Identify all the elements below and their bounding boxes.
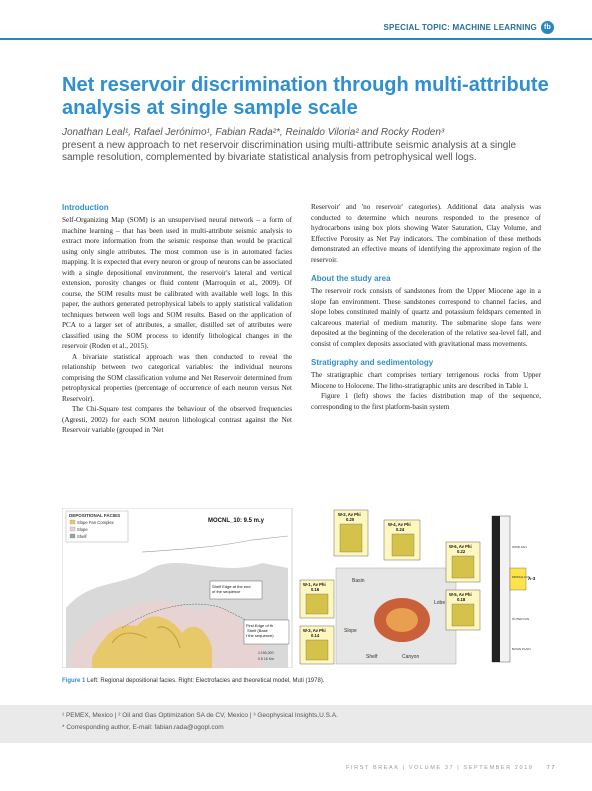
stratigraphy-heading: Stratigraphy and sedimentology <box>311 358 434 367</box>
model-label-a3: A-3 <box>528 576 536 581</box>
introduction-paragraph-3-continued: Reservoir' and 'no reservoir' categories). Additional data analysis was conducted to determine which neurons responded to the presence of hydrocarbons using box plots showing Water Saturation, Clay Volume, and Effective Porosity as Net Pay indicators. The combination of these methods demonstrated an effective means of identifying the approximate region of the reservoir. <box>311 203 541 264</box>
stratigraphy-paragraph-1: The stratigraphic chart comprises tertiary terrigenous rocks from Upper Miocene to Holocene. The litho-stratigraphic units are described in Table 1. <box>311 371 541 390</box>
page-footer <box>346 765 556 771</box>
figure-caption-label: Figure 1 <box>62 678 86 684</box>
column-label-wind-fan: WIND FAN <box>512 545 527 549</box>
well-w6-value: 0.22 <box>457 549 466 554</box>
well-w1-log <box>306 594 328 614</box>
study-area-paragraph: The reservoir rock consists of sandstones from the Upper Miocene age in a slope fan environment. These sandstones correspond to channel facies, and slope lobes constituted mainly of quartz and potassium feldspars cemented in calcareous material of medium maturity. The submarine slope fans were deposited at the beginning of the deceleration of the relative sea-level fall, and consist of complex deposits associated with gravitational mass movements. <box>311 287 541 348</box>
first-shelf-edge-label: First Edge of th Shelf (Base f the sequence) <box>246 623 274 638</box>
column-label-basin-plain: BASIN PLAIN <box>512 647 531 651</box>
model-label-basin: Basin <box>352 578 365 584</box>
legend-swatch-slope <box>70 527 75 531</box>
well-w2-name: W-2, Av Phi <box>338 512 361 517</box>
corresponding-author: * Corresponding author, E-mail: fabian.rada@ogopl.com <box>62 724 224 731</box>
special-topic-label: SPECIAL TOPIC: MACHINE LEARNING <box>383 23 537 32</box>
middle-fan-highlight <box>510 568 526 590</box>
well-w1-name: W-1, Av Phi <box>303 582 326 587</box>
well-w5-name: W-5, Av Phi <box>449 592 472 597</box>
study-area-heading: About the study area <box>311 274 391 283</box>
well-box-w1 <box>300 580 334 618</box>
legend-item-slope: Slope <box>77 527 88 532</box>
well-w6-log <box>452 556 474 578</box>
well-w5-value: 0.18 <box>457 597 466 602</box>
model-label: MOCNL_10: 9.5 m.y <box>208 518 265 524</box>
electrofacies-panel <box>300 508 540 668</box>
legend-item-shelf: Shelf <box>77 534 87 539</box>
well-box-w4 <box>384 520 420 560</box>
introduction-paragraph-2: A bivariate statistical approach was then conducted to reveal the relationship between two categorical variables: the individual neurons comprising the SOM classification volume and Net Reservoir determined from petrophysical properties (percentage of occurrence of each neuron versus Net Reservoir). <box>62 352 292 403</box>
well-w6-name: W-6, Av Phi <box>449 544 472 549</box>
figure-caption <box>62 678 540 684</box>
fan-lobe-core <box>386 608 418 632</box>
shelf-edge-end-label: Shelf Edge at the end of the sequence <box>212 584 251 594</box>
legend-swatch-slope-fan <box>70 520 75 524</box>
well-w3-log <box>306 640 328 660</box>
well-w4-name: W-4, Av Phi <box>388 522 411 527</box>
journal-info: FIRST BREAK | VOLUME 37 | SEPTEMBER 2019 <box>346 765 534 771</box>
well-box-w6 <box>446 542 480 582</box>
model-label-slope: Slope <box>344 628 357 634</box>
article-authors: Jonathan Leal¹, Rafael Jerónimo¹, Fabian Rada²*, Reinaldo Viloria² and Rocky Roden³ <box>62 127 445 138</box>
first-break-logo-icon: fb <box>541 21 554 34</box>
article-abstract: present a new approach to net reservoir discrimination using multi-attribute seismic analysis at a single sample resolution, complemented by bivariate statistical analysis from petrophysical well logs. <box>62 140 517 163</box>
stratigraphy-paragraph-2: Figure 1 (left) shows the facies distribution map of the sequence, corresponding to the first platform-basin system <box>311 392 541 411</box>
left-column <box>62 202 292 436</box>
well-w1-value: 0.16 <box>311 587 320 592</box>
well-w2-value: 0.20 <box>346 517 355 522</box>
model-label-lobe: Lobe <box>434 600 446 606</box>
well-w3-name: W-3, Av Phi <box>303 628 326 633</box>
article-title: Net reservoir discrimination through multi-attribute analysis at single sample scale <box>62 74 549 119</box>
column-label-middle-fan: MIDDLE FAN <box>512 575 531 579</box>
introduction-paragraph-3: The Chi-Square test compares the behaviour of the observed frequencies (Agresti, 2002) for each SOM neuron lithological contrast against the Net Reservoir variable (grouped in 'Net <box>62 405 292 434</box>
well-box-w3 <box>300 626 334 664</box>
introduction-paragraph-1: Self-Organizing Map (SOM) is an unsupervised neural network – a form of machine learning – that has been used in multi-attribute seismic analysis to extract more information from the seismic response than would be practical using only single attributes. The most common use is in automated facies mapping. It is expected that every neuron or group of neurons can be associated with a single depositional environment, the reservoir's lateral and vertical extension, porosity changes or fluid content (Marroquín et al., 2009). Of course, the SOM results must be calibrated with available well logs. In this paper, the authors generated petrophysical labels to apply statistical validation techniques between well logs and SOM results. Based on the application of PCA to a larger set of attributes, a smaller, distilled set of attributes were classified using the SOM process to identify lithological changes in the reservoir (Roden et al., 2015). <box>62 216 292 350</box>
well-w3-value: 0.14 <box>311 633 320 638</box>
well-w4-log <box>392 534 414 556</box>
well-box-w2 <box>334 510 368 556</box>
well-w2-log <box>340 524 362 552</box>
well-w4-value: 0.24 <box>396 527 405 532</box>
legend-swatch-shelf <box>70 534 75 538</box>
model-label-shelf: Shelf <box>366 654 378 660</box>
column-log-track <box>492 516 500 662</box>
well-w5-log <box>452 604 474 626</box>
page-number: 77 <box>546 765 556 771</box>
special-topic-header <box>384 21 554 34</box>
figure-caption-text: Left: Regional depositional facies. Right: Electrofacies and theoretical model, Muti (1978). <box>87 678 325 684</box>
well-box-w5 <box>446 590 480 630</box>
legend-item-slope-fan: Slope Fan Complex <box>77 520 114 525</box>
scale-ratio: 1:150,000 <box>258 651 274 655</box>
introduction-heading: Introduction <box>62 203 109 212</box>
scale-bar-label: 0 8 16 Km <box>258 657 274 661</box>
author-affiliations: ¹ PEMEX, Mexico | ² Oil and Gas Optimization SA de CV, Mexico | ³ Geophysical Insights,U.S.A. <box>62 712 338 719</box>
column-label-outer-fan: OUTER FAN <box>512 617 530 621</box>
legend-title: DEPOSITIONAL FACIES <box>69 513 121 518</box>
model-label-canyon: Canyon <box>402 654 420 660</box>
figure-1 <box>62 508 540 668</box>
right-column <box>311 202 541 412</box>
header-rule <box>0 38 592 40</box>
